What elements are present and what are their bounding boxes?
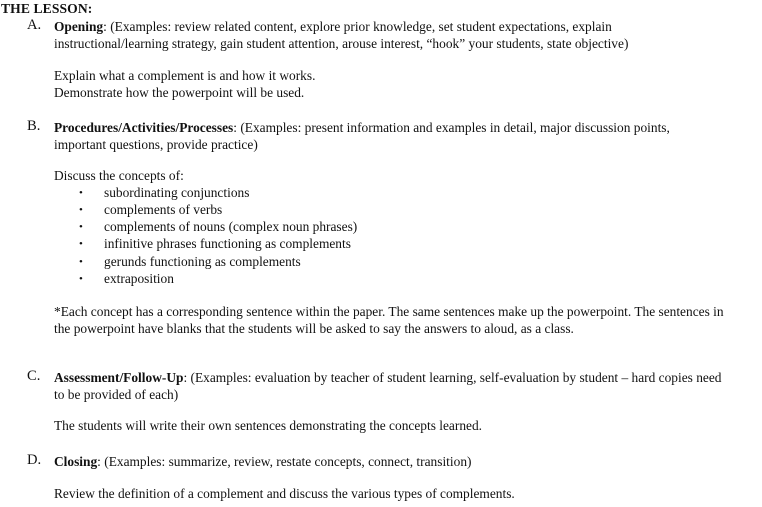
section-d-title	[54, 453, 471, 470]
concept-list-item: complements of nouns (complex noun phrases)	[104, 219, 358, 234]
concept-list-item: subordinating conjunctions	[104, 185, 250, 200]
lesson-heading: THE LESSON:	[1, 1, 93, 16]
bullet-icon: •	[79, 187, 83, 199]
section-d-label: Closing	[54, 454, 98, 469]
section-c-letter: C.	[27, 368, 41, 384]
concept-list-item: infinitive phrases functioning as complements	[104, 236, 351, 251]
section-a-examples: : (Examples: review related content, explore prior knowledge, set student expectations, explain	[103, 19, 612, 34]
section-a-body-line: Demonstrate how the powerpoint will be used.	[54, 85, 305, 100]
section-b-note: *Each concept has a corresponding sentence within the paper. The same sentences make up the powerpoint. The sentences in	[54, 304, 724, 319]
section-a-letter: A.	[27, 17, 42, 33]
section-b-examples: : (Examples: present information and examples in detail, major discussion points,	[233, 120, 670, 135]
bullet-icon: •	[79, 204, 83, 216]
section-d-body-line: Review the definition of a complement and discuss the various types of complements.	[54, 486, 515, 501]
section-a-body-line: Explain what a complement is and how it works.	[54, 68, 316, 83]
bullet-icon: •	[79, 238, 83, 250]
section-b-intro: Discuss the concepts of:	[54, 168, 184, 183]
section-a-label: Opening	[54, 19, 104, 34]
section-c-label: Assessment/Follow-Up	[54, 370, 184, 385]
bullet-icon: •	[79, 256, 83, 268]
concept-list-item: extraposition	[104, 271, 174, 286]
section-b-letter: B.	[27, 118, 41, 134]
section-d-examples: : (Examples: summarize, review, restate concepts, connect, transition)	[97, 454, 472, 469]
concept-list-item: gerunds functioning as complements	[104, 254, 301, 269]
section-c-body-line: The students will write their own sentences demonstrating the concepts learned.	[54, 418, 483, 433]
bullet-icon: •	[79, 273, 83, 285]
concept-list-item: complements of verbs	[104, 202, 223, 217]
section-c-examples: : (Examples: evaluation by teacher of student learning, self-evaluation by student – hard copies need	[183, 370, 722, 385]
section-d-letter: D.	[27, 452, 42, 468]
section-c-title	[54, 369, 722, 386]
section-a-title	[54, 18, 612, 35]
section-b-examples-cont: important questions, provide practice)	[54, 137, 258, 152]
section-b-title	[54, 119, 670, 136]
section-a-examples-cont: instructional/learning strategy, gain student attention, arouse interest, “hook” your students, state objective)	[54, 36, 629, 51]
section-b-note-cont: the powerpoint have blanks that the students will be asked to say the answers to aloud, as a class.	[54, 321, 574, 336]
section-b-label: Procedures/Activities/Processes	[54, 120, 234, 135]
section-c-examples-cont: to be provided of each)	[54, 387, 179, 402]
bullet-icon: •	[79, 221, 83, 233]
